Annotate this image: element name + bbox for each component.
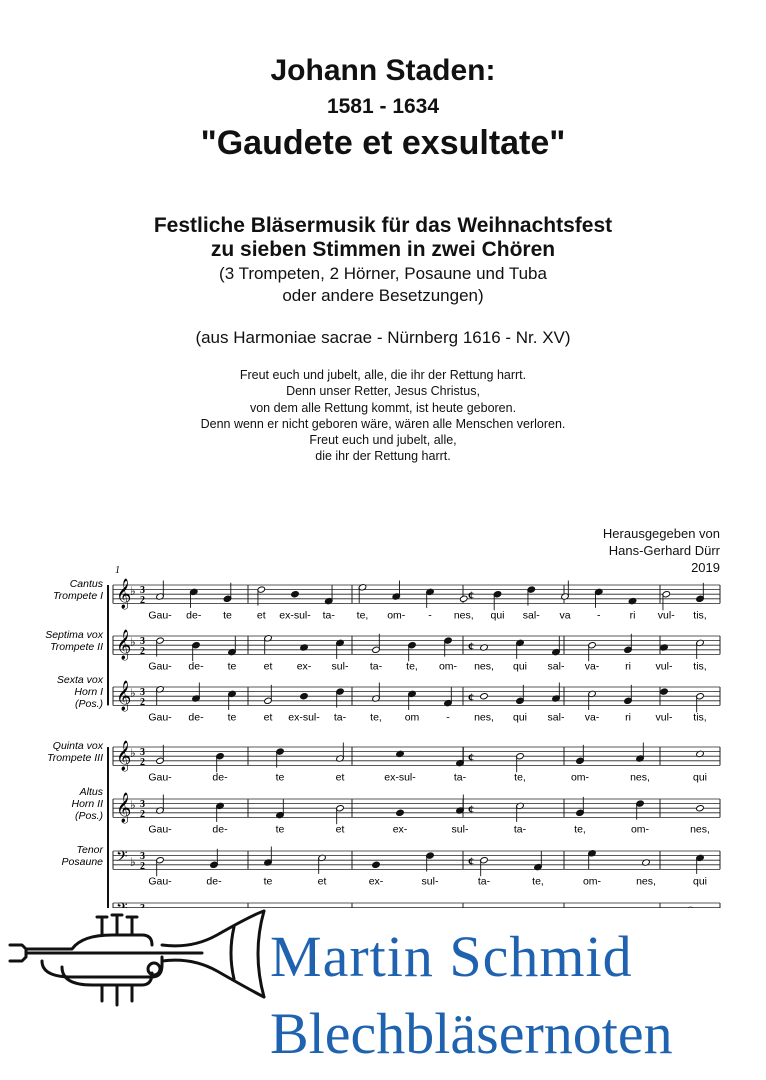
instrument-name: Horn II — [71, 798, 103, 810]
lyric-syllable: va- — [584, 660, 600, 673]
lyric-syllable: te — [275, 771, 285, 784]
poem-text — [0, 367, 766, 465]
lyric-syllable: ta- — [322, 609, 335, 622]
lyric-syllable: sal- — [522, 609, 540, 622]
lyric-syllable: vul- — [655, 660, 673, 673]
lyric-syllable: qui — [490, 609, 505, 622]
treble-clef: 𝄞 — [116, 741, 132, 771]
instrument-name: Tenor — [76, 844, 103, 856]
time-signature-top: 3 — [140, 585, 145, 596]
cut-time-symbol: ¢ — [468, 639, 474, 653]
lyric-syllable: ri — [625, 660, 631, 673]
lyric-syllable: te — [223, 609, 232, 622]
lyric-syllable: ta- — [369, 660, 383, 673]
treble-clef: 𝄞 — [116, 681, 132, 711]
lyric-syllable: vul- — [657, 609, 675, 622]
lyric-syllable: nes, — [636, 875, 656, 888]
lyric-syllable: et — [335, 823, 345, 836]
instrument-name: Altus — [79, 786, 103, 798]
lyric-syllable: om- — [570, 771, 590, 784]
flat-sign: ♭ — [130, 686, 136, 700]
lyric-syllable: Gau- — [148, 875, 172, 888]
lyric-syllable: Gau- — [148, 711, 172, 724]
cut-time-symbol: ¢ — [468, 802, 474, 816]
lyric-syllable: te, — [532, 875, 544, 888]
lyric-syllable: ri — [629, 609, 636, 622]
lyric-syllable: te — [227, 660, 237, 673]
cut-time-symbol: ¢ — [468, 690, 474, 704]
editor-name: Hans-Gerhard Dürr — [608, 543, 720, 558]
poem-line: Freut euch und jubelt, alle, die ihr der Rettung harrt. — [239, 368, 527, 382]
lyric-syllable: te, — [356, 609, 369, 622]
cut-time-symbol: ¢ — [468, 854, 474, 868]
lyric-syllable: te — [275, 823, 285, 836]
instrument-name: Sexta vox — [56, 674, 103, 686]
instrument-name: Trompete I — [53, 590, 103, 602]
note-head — [660, 688, 669, 695]
lyric-syllable: te — [227, 711, 237, 724]
lyric-syllable: et — [317, 875, 327, 888]
time-signature-top: 3 — [140, 799, 145, 810]
lyric-syllable: nes, — [474, 711, 494, 724]
lyric-syllable: ex-sul- — [384, 771, 416, 784]
time-signature-top: 3 — [140, 747, 145, 758]
brand-name: Martin Schmid — [270, 924, 633, 989]
poem-line: von dem alle Rettung kommt, ist heute geboren. — [249, 400, 517, 415]
instrument-name: (Pos.) — [74, 698, 103, 710]
note-head — [696, 805, 705, 812]
note-head — [459, 595, 468, 602]
flat-sign: ♭ — [130, 855, 136, 869]
lyric-syllable: om- — [582, 875, 602, 888]
lyric-syllable: ta- — [477, 875, 491, 888]
lyric-syllable: vul- — [655, 711, 673, 724]
lyric-syllable: Gau- — [148, 823, 172, 836]
lyric-syllable: - — [597, 609, 601, 622]
edition-year: 2019 — [691, 560, 720, 575]
poem-line: die ihr der Rettung harrt. — [315, 449, 451, 464]
lyric-syllable: te, — [370, 711, 382, 724]
lyric-syllable: de- — [212, 771, 228, 784]
lyric-syllable: ta- — [513, 823, 527, 836]
lyric-syllable: om- — [438, 660, 458, 673]
time-signature-top: 3 — [140, 851, 145, 862]
lyric-syllable: ex- — [368, 875, 384, 888]
lyric-syllable: qui — [692, 771, 708, 784]
lyric-syllable: Gau- — [148, 660, 172, 673]
time-signature-bottom: 2 — [140, 757, 145, 768]
editor-label: Herausgegeben von — [602, 526, 720, 541]
time-signature-bottom: 2 — [140, 861, 145, 872]
lyric-syllable: de- — [188, 711, 204, 724]
instrument-name: Trompete II — [50, 641, 103, 653]
instrument-name: Posaune — [61, 856, 103, 868]
poem-line: Denn wenn er nicht geboren wäre, wären alle Menschen verloren. — [200, 416, 566, 431]
lyric-syllable: ri — [625, 711, 631, 724]
lyric-syllable: ex- — [296, 660, 312, 673]
time-signature-bottom: 2 — [140, 697, 145, 708]
measure-number: 1 — [115, 565, 120, 576]
lyric-syllable: - — [428, 609, 432, 622]
note-head — [480, 693, 489, 700]
lyric-syllable: ta- — [333, 711, 347, 724]
treble-clef: 𝄞 — [116, 579, 132, 609]
time-signature-bottom: 2 — [140, 809, 145, 820]
instrument-name: Cantus — [69, 578, 103, 590]
instrument-name: (Pos.) — [74, 810, 103, 822]
lyric-syllable: sul- — [331, 660, 349, 673]
lyric-syllable: ex- — [392, 823, 408, 836]
music-score — [0, 560, 766, 940]
lyric-syllable: et — [263, 660, 273, 673]
note-head — [300, 693, 309, 700]
lyric-syllable: tis, — [693, 660, 707, 673]
cut-time-symbol: ¢ — [468, 588, 474, 602]
lyric-syllable: et — [263, 711, 273, 724]
instrument-name: Quinta vox — [52, 740, 103, 752]
lyric-syllable: nes, — [630, 771, 650, 784]
lyric-syllable: sal- — [547, 711, 565, 724]
flat-sign: ♭ — [130, 635, 136, 649]
lyric-syllable: om — [404, 711, 420, 724]
treble-clef: 𝄞 — [116, 793, 132, 823]
lyric-syllable: de- — [206, 875, 222, 888]
source-reference: (aus Harmoniae sacrae - Nürnberg 1616 - Nr. XV) — [195, 328, 571, 347]
lyric-syllable: te — [263, 875, 273, 888]
lyric-syllable: qui — [512, 711, 528, 724]
lyric-syllable: sal- — [547, 660, 565, 673]
lyric-syllable: tis, — [693, 711, 707, 724]
lyric-syllable: ta- — [453, 771, 467, 784]
note-head — [396, 809, 405, 816]
instrument-name: Trompete III — [47, 752, 103, 764]
lyric-syllable: qui — [512, 660, 528, 673]
lyric-syllable: nes, — [690, 823, 710, 836]
lyric-syllable: sul- — [421, 875, 439, 888]
note-head — [372, 861, 381, 868]
instrumentation-line: (3 Trompeten, 2 Hörner, Posaune und Tuba — [219, 264, 547, 283]
instrument-name: Septima vox — [45, 629, 103, 641]
lyric-syllable: qui — [692, 875, 708, 888]
lyric-syllable: et — [335, 771, 345, 784]
lyric-syllable: tis, — [693, 609, 707, 622]
lyric-syllable: et — [256, 609, 266, 622]
lyric-syllable: om- — [630, 823, 650, 836]
lyric-syllable: nes, — [474, 660, 494, 673]
lyric-syllable: ex-sul- — [288, 711, 320, 724]
lyric-syllable: Gau- — [148, 609, 172, 622]
composer-heading: Johann Staden: — [270, 54, 496, 87]
lyric-syllable: te, — [574, 823, 586, 836]
lyric-syllable: om- — [387, 609, 406, 622]
piece-title: "Gaudete et exsultate" — [200, 124, 566, 162]
note-head — [291, 591, 300, 598]
composer-years: 1581 - 1634 — [326, 95, 440, 118]
instrument-name: Horn I — [74, 686, 103, 698]
lyric-syllable: Gau- — [148, 771, 172, 784]
time-signature-bottom: 2 — [140, 595, 145, 606]
bass-clef: 𝄢 — [116, 848, 128, 869]
flat-sign: ♭ — [130, 746, 136, 760]
trumpet-icon — [2, 905, 267, 1015]
poem-line: Freut euch und jubelt, alle, — [309, 433, 457, 448]
lyric-syllable: va- — [584, 711, 600, 724]
subtitle-line-1: Festliche Bläsermusik für das Weihnachtsfest — [153, 214, 613, 237]
lyric-syllable: va — [559, 609, 571, 622]
flat-sign: ♭ — [130, 798, 136, 812]
lyric-syllable: de- — [212, 823, 228, 836]
subtitle-line-2: zu sieben Stimmen in zwei Chören — [210, 238, 556, 261]
lyric-syllable: nes, — [453, 609, 474, 622]
lyric-syllable: te, — [514, 771, 526, 784]
poem-line: Denn unser Retter, Jesus Christus, — [286, 384, 480, 399]
flat-sign: ♭ — [130, 584, 136, 598]
time-signature-top: 3 — [140, 687, 145, 698]
time-signature-top: 3 — [140, 636, 145, 647]
lyric-syllable: de- — [188, 660, 204, 673]
cut-time-symbol: ¢ — [468, 750, 474, 764]
lyric-syllable: sul- — [451, 823, 469, 836]
brand-tagline: Blechbläsernoten — [270, 1001, 673, 1066]
lyric-syllable: de- — [186, 609, 202, 622]
lyric-syllable: - — [446, 711, 450, 724]
lyric-syllable: te, — [406, 660, 418, 673]
lyric-syllable: ex-sul- — [279, 609, 311, 622]
treble-clef: 𝄞 — [116, 630, 132, 660]
time-signature-bottom: 2 — [140, 646, 145, 657]
alternative-line: oder andere Besetzungen) — [282, 286, 484, 305]
